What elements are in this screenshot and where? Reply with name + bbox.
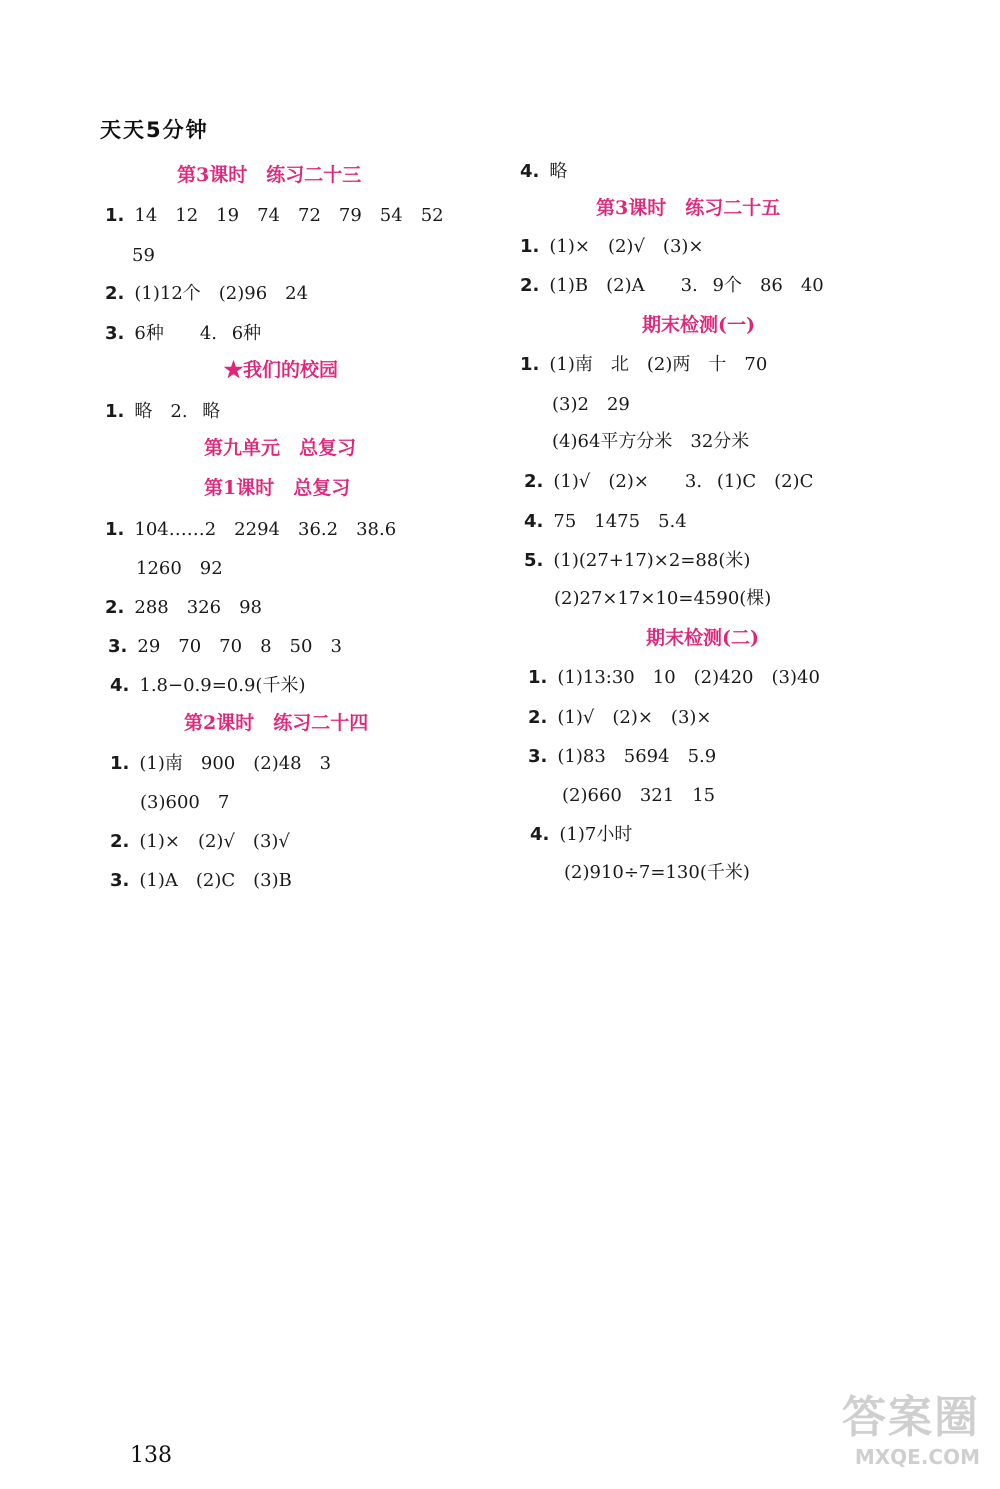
question-number: 1. xyxy=(110,753,130,774)
question-number: 2. xyxy=(110,831,130,852)
answer-text: (1)12个 (2)96 24 xyxy=(134,283,309,304)
question-number: 2. xyxy=(528,707,548,728)
watermark-url: MXQE.COM xyxy=(854,1445,980,1469)
question-number: 5. xyxy=(524,550,544,571)
answer-line xyxy=(105,401,220,423)
answer-line-continued: (2)910÷7=130(千米) xyxy=(564,862,750,883)
answer-line xyxy=(105,205,444,227)
question-number: 4. xyxy=(110,675,130,696)
section-heading-practice-24: 第2课时 练习二十四 xyxy=(184,712,369,734)
answer-line xyxy=(110,870,292,892)
answer-line xyxy=(105,323,261,345)
answer-line xyxy=(110,753,331,775)
answer-text: (1)7小时 xyxy=(559,824,633,845)
answer-text: 略 2. 略 xyxy=(134,401,221,422)
question-number: 2. xyxy=(105,283,125,304)
section-heading-final-exam-2: 期末检测(二) xyxy=(646,627,759,649)
answer-line xyxy=(528,707,712,729)
answer-text: (1)南 900 (2)48 3 xyxy=(139,753,332,774)
question-number: 1. xyxy=(520,236,540,257)
answer-text: (1)13:30 10 (2)420 (3)40 xyxy=(557,667,820,688)
question-number: 2. xyxy=(105,597,125,618)
answer-text: 288 326 98 xyxy=(134,597,262,618)
question-number: 2. xyxy=(520,275,540,296)
answer-text: 6种 4. 6种 xyxy=(134,323,262,344)
question-number: 4. xyxy=(520,161,540,182)
section-heading-our-campus: ★我们的校园 xyxy=(224,359,339,381)
answer-line-continued: (3)600 7 xyxy=(140,792,230,813)
watermark-logo: 答案圈 xyxy=(842,1392,980,1443)
section-heading-final-exam-1: 期末检测(一) xyxy=(642,314,755,336)
question-number: 1. xyxy=(105,401,125,422)
answer-text: (1)√ (2)× 3. (1)C (2)C xyxy=(553,471,814,492)
answer-text: (1)B (2)A 3. 9个 86 40 xyxy=(549,275,824,296)
answer-line xyxy=(105,283,308,305)
answer-line-continued: (3)2 29 xyxy=(552,394,630,415)
answer-line xyxy=(524,511,687,533)
answer-line xyxy=(105,597,262,619)
answer-line xyxy=(524,471,813,493)
answer-text: (1)A (2)C (3)B xyxy=(139,870,292,891)
section-heading-practice-23: 第3课时 练习二十三 xyxy=(177,164,362,186)
answer-line-continued: (2)27×17×10=4590(棵) xyxy=(554,588,772,609)
answer-line-continued: 59 xyxy=(132,245,155,266)
question-number: 2. xyxy=(524,471,544,492)
section-heading-lesson-1: 第1课时 总复习 xyxy=(204,477,351,499)
answer-text: (1)× (2)√ (3)√ xyxy=(139,831,290,852)
answer-line xyxy=(528,746,716,768)
question-number: 3. xyxy=(105,323,125,344)
answer-text: 14 12 19 74 72 79 54 52 xyxy=(134,205,444,226)
question-number: 1. xyxy=(105,519,125,540)
section-heading-practice-25: 第3课时 练习二十五 xyxy=(596,197,781,219)
answer-text: 略 xyxy=(549,161,568,182)
question-number: 1. xyxy=(105,205,125,226)
answer-line xyxy=(105,519,396,541)
answer-line xyxy=(520,236,704,258)
answer-line xyxy=(110,675,305,697)
answer-text: 1.8−0.9=0.9(千米) xyxy=(139,675,306,696)
question-number: 4. xyxy=(530,824,550,845)
answer-line xyxy=(528,667,820,689)
question-number: 3. xyxy=(110,870,130,891)
watermark xyxy=(800,1381,980,1471)
answer-text: (1)南 北 (2)两 十 70 xyxy=(549,354,768,375)
answer-line-continued: 1260 92 xyxy=(136,558,223,579)
question-number: 1. xyxy=(520,354,540,375)
page-number: 138 xyxy=(130,1443,172,1468)
answer-text: (1)× (2)√ (3)× xyxy=(549,236,704,257)
answer-line-continued: (4)64平方分米 32分米 xyxy=(552,431,750,452)
answer-line-continued: (2)660 321 15 xyxy=(562,785,716,806)
answer-line xyxy=(110,831,290,853)
answer-text: 29 70 70 8 50 3 xyxy=(137,636,342,657)
answer-text: 75 1475 5.4 xyxy=(553,511,687,532)
section-heading-unit-9: 第九单元 总复习 xyxy=(204,437,357,459)
question-number: 1. xyxy=(528,667,548,688)
answer-line xyxy=(524,550,750,572)
answer-line xyxy=(520,275,824,297)
answer-text: 104……2 2294 36.2 38.6 xyxy=(134,519,397,540)
question-number: 4. xyxy=(524,511,544,532)
answer-line xyxy=(520,161,567,183)
question-number: 3. xyxy=(108,636,128,657)
answer-line xyxy=(520,354,767,376)
book-series-title: 天天5分钟 xyxy=(100,118,209,142)
answer-line xyxy=(108,636,342,658)
question-number: 3. xyxy=(528,746,548,767)
answer-text: (1)√ (2)× (3)× xyxy=(557,707,712,728)
answer-text: (1)(27+17)×2=88(米) xyxy=(553,550,751,571)
answer-text: (1)83 5694 5.9 xyxy=(557,746,717,767)
answer-line xyxy=(530,824,632,846)
